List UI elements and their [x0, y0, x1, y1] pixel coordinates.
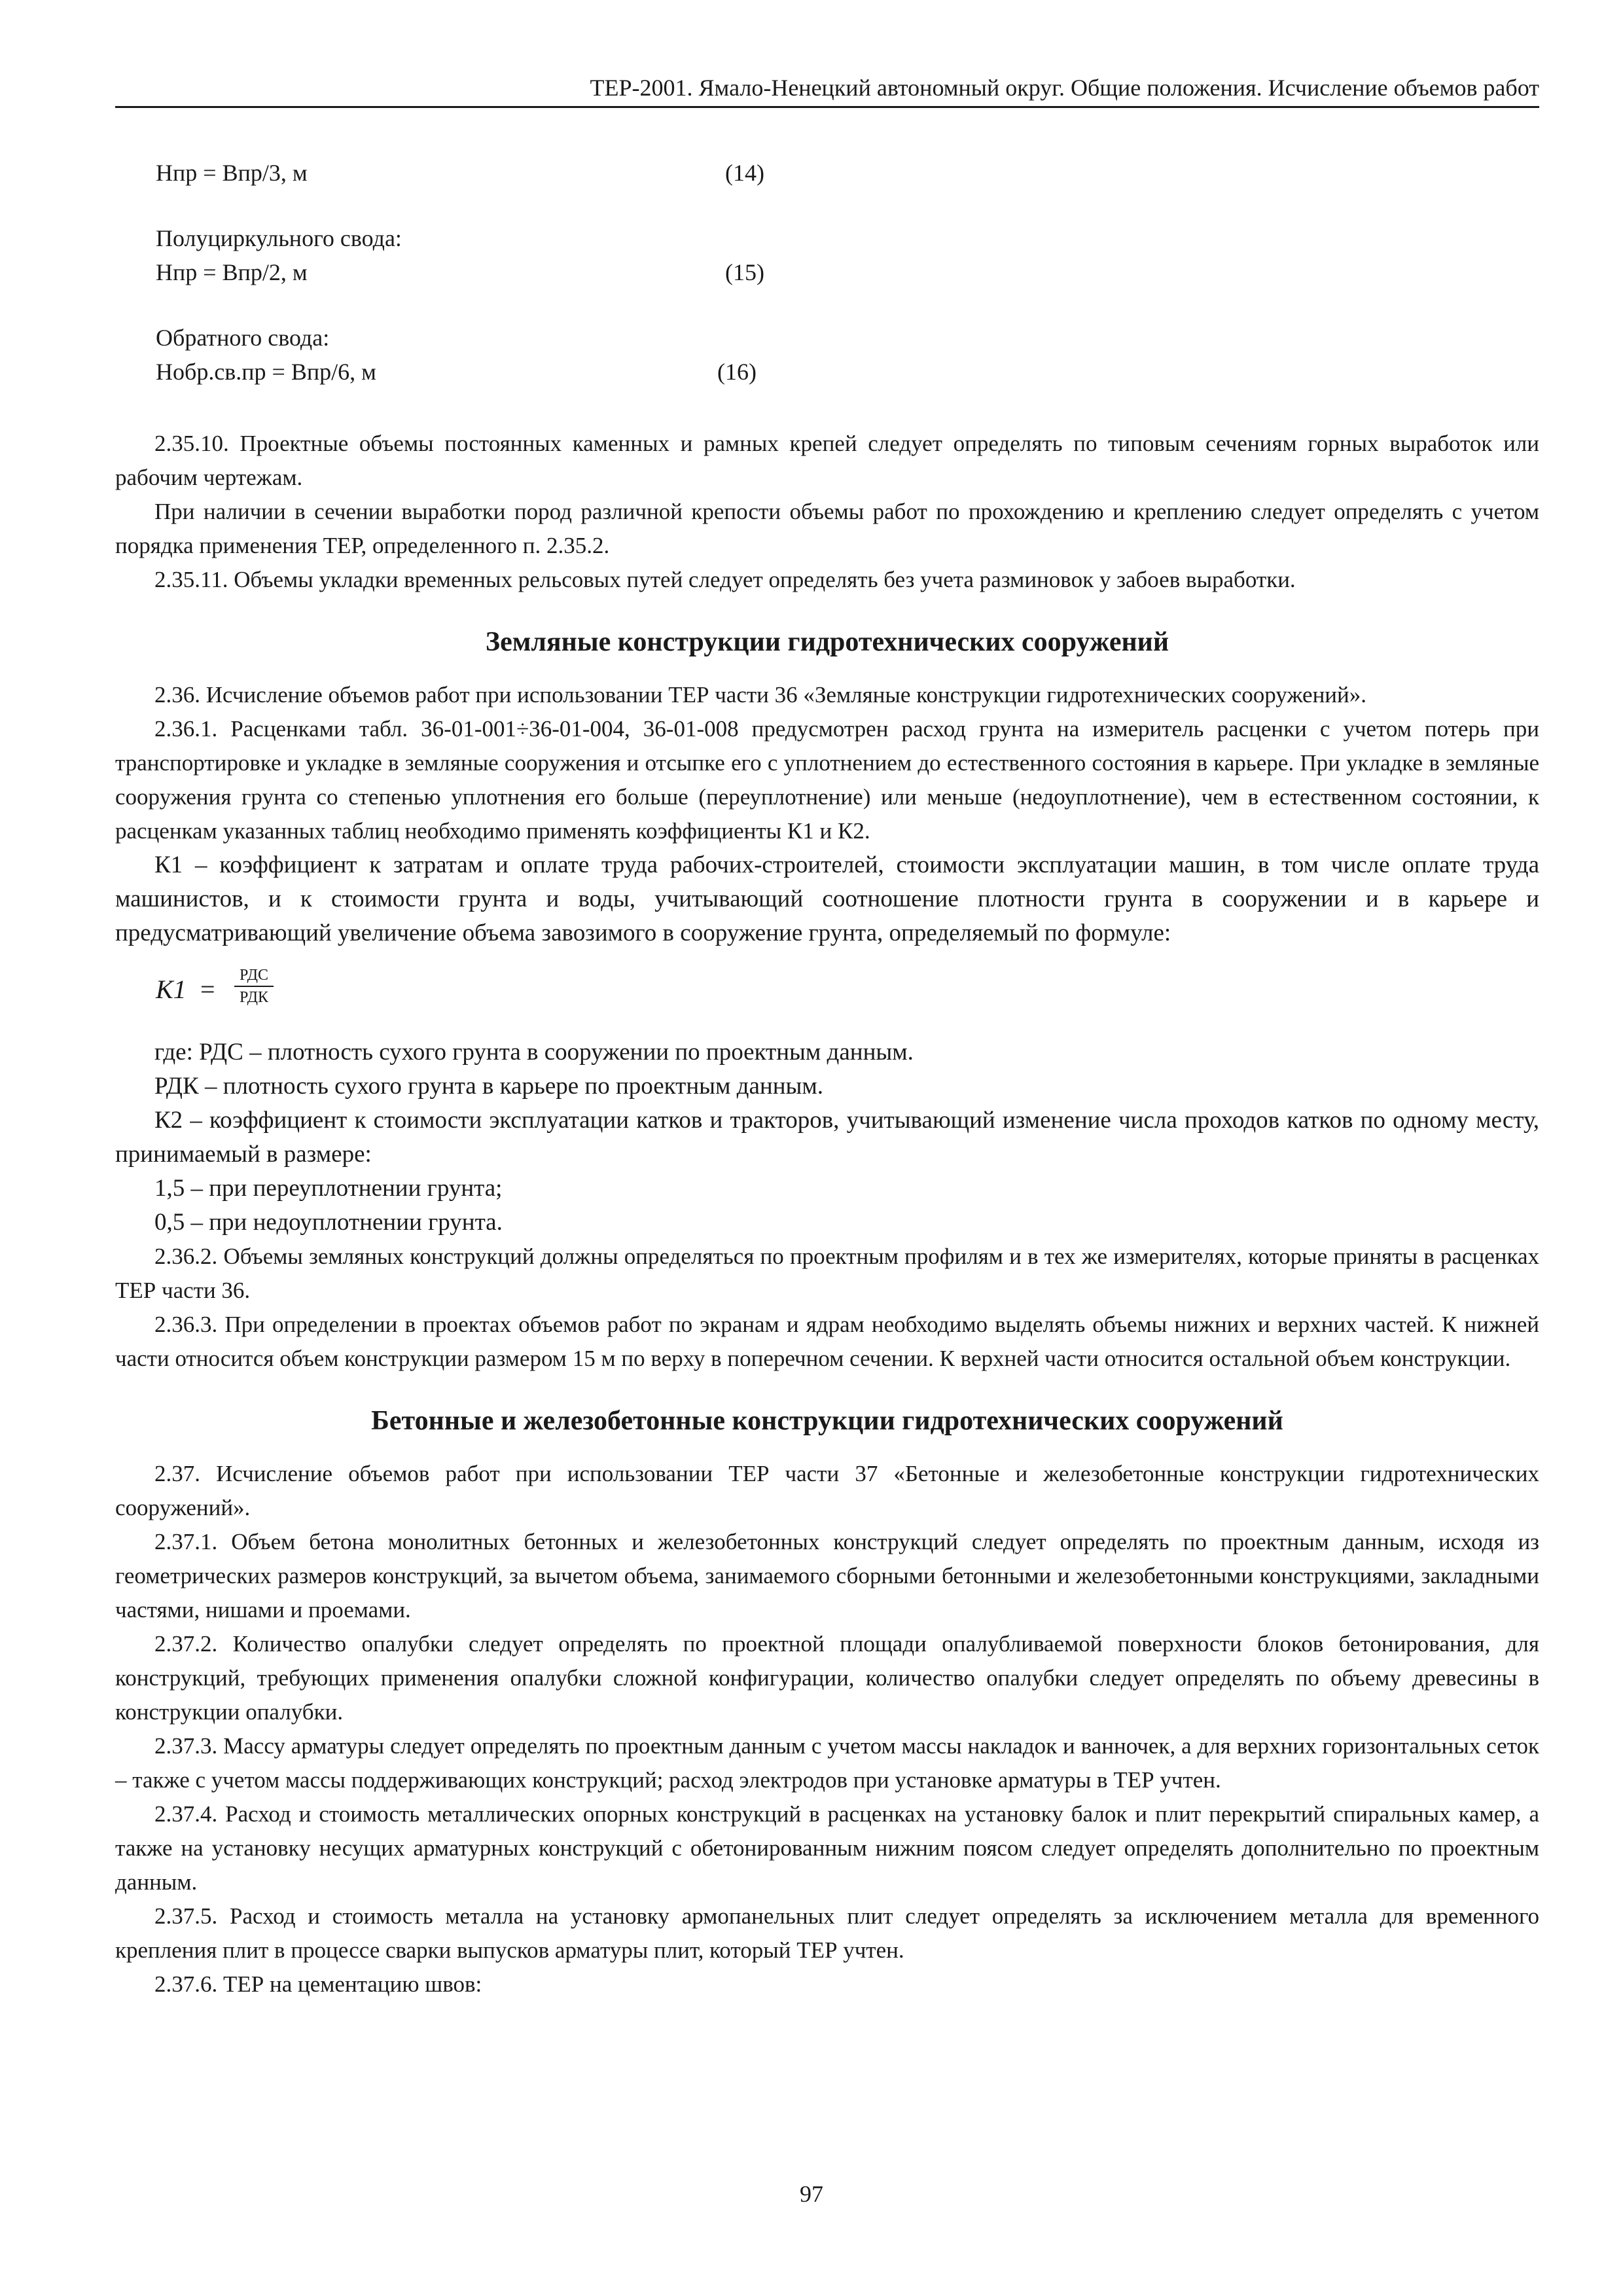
paragraph-k2: К2 – коэффициент к стоимости эксплуатации катков и тракторов, учитывающий изменение числа проходов катков по одному месту, принимаемый в размере:	[115, 1107, 1539, 1168]
paragraph-2-36-1: 2.36.1. Расценками табл. 36-01-001÷36-01-004, 36-01-008 предусмотрен расход грунта на измеритель расценки с учетом потерь при транспортировке и укладке в земляные сооружения и отсыпке его с уплотнением до естественного состояния в карьере. При укладке в земляные сооружения грунта со степенью уплотнения его больше (переуплотнение) или меньше (недоуплотнение), чем в естественном состоянии, к расценкам указанных таблиц необходимо применять коэффициенты К1 и К2.	[115, 716, 1539, 844]
paragraph-k2-over: 1,5 – при переуплотнении грунта;	[154, 1175, 503, 1202]
paragraph-rds: где: РДС – плотность сухого грунта в сооружении по проектным данным.	[154, 1039, 914, 1066]
formula-14-text: Нпр = Впр/3, м	[156, 160, 308, 186]
header-rule	[115, 106, 1539, 108]
formula-16-number: (16)	[717, 359, 757, 385]
main-content	[115, 427, 1539, 2001]
formula-15-text: Нпр = Впр/2, м	[156, 259, 308, 285]
paragraph-2-36-2: 2.36.2. Объемы земляных конструкций должны определяться по проектным профилям и в тех же измерителях, которые приняты в расценках ТЕР части 36.	[115, 1244, 1539, 1303]
reverse-label: Обратного свода:	[156, 325, 330, 351]
paragraph-2-36: 2.36. Исчисление объемов работ при использовании ТЕР части 36 «Земляные конструкции гидротехнических сооружений».	[154, 682, 1367, 708]
formula-k1-denominator: РДК	[240, 989, 268, 1006]
formula-15-number: (15)	[725, 259, 764, 285]
paragraph-2-37: 2.37. Исчисление объемов работ при использовании ТЕР части 37 «Бетонные и железобетонные конструкции гидротехнических сооружений».	[115, 1461, 1539, 1520]
formula-k1-fraction	[234, 966, 274, 1007]
paragraph-2-37-2: 2.37.2. Количество опалубки следует определять по проектной площади опалубливаемой поверхности блоков бетонирования, для конструкций, требующих применения опалубки сложной конфигурации, количество опалубки следует определять по объему древесины в конструкции опалубки.	[115, 1631, 1539, 1725]
formula-16	[115, 355, 1539, 389]
formula-k1-eq: =	[200, 975, 215, 1004]
formula-14-number: (14)	[725, 160, 764, 186]
paragraph-2-37-4: 2.37.4. Расход и стоимость металлических опорных конструкций в расценках на установку балок и плит перекрытий спиральных камер, а также на установку несущих арматурных конструкций с обетонированным нижним поясом следует определять дополнительно по проектным данным.	[115, 1801, 1539, 1895]
paragraph-rocks: При наличии в сечении выработки пород различной крепости объемы работ по прохождению и креплению следует определять с учетом порядка применения ТЕР, определенного п. 2.35.2.	[115, 499, 1539, 558]
paragraph-2-37-3: 2.37.3. Массу арматуры следует определять по проектным данным с учетом массы накладок и ванночек, а для верхних горизонтальных сеток – также с учетом массы поддерживающих конструкций; расход электродов при установке арматуры в ТЕР учтен.	[115, 1733, 1539, 1793]
formula-k1-numerator: РДС	[234, 966, 274, 987]
paragraph-k2-under: 0,5 – при недоуплотнении грунта.	[154, 1209, 503, 1236]
formula-16-text: Нобр.св.пр = Впр/6, м	[156, 359, 376, 385]
formulas-top	[115, 156, 1539, 389]
heading-concrete-structures: Бетонные и железобетонные конструкции гидротехнических сооружений	[371, 1406, 1283, 1436]
formula-k1-lhs: K1	[156, 975, 187, 1004]
paragraph-2-37-1: 2.37.1. Объем бетона монолитных бетонных и железобетонных конструкций следует определять по проектным данным, исходя из геометрических размеров конструкций, за вычетом объема, занимаемого сборными бетонными и железобетонными конструкциями, закладными частями, нишами и проемами.	[115, 1529, 1539, 1623]
paragraph-2-35-10: 2.35.10. Проектные объемы постоянных каменных и рамных крепей следует определять по типовым сечениям горных выработок или рабочим чертежам.	[115, 431, 1539, 490]
paragraph-2-35-11: 2.35.11. Объемы укладки временных рельсовых путей следует определять без учета разминовок у забоев выработки.	[154, 567, 1296, 592]
formula-14	[115, 156, 1539, 190]
formula-15	[115, 255, 1539, 289]
paragraph-2-37-5: 2.37.5. Расход и стоимость металла на установку армопанельных плит следует определять за исключением металла для временного крепления плит в процессе сварки выпусков арматуры плит, который ТЕР учтен.	[115, 1903, 1539, 1963]
running-header: ТЕР-2001. Ямало-Ненецкий автономный округ. Общие положения. Исчисление объемов работ	[590, 75, 1539, 101]
page-number: 97	[800, 2181, 823, 2207]
semicircular-label: Полуциркульного свода:	[156, 225, 402, 251]
paragraph-k1: К1 – коэффициент к затратам и оплате труда рабочих-строителей, стоимости эксплуатации машин, в том числе оплате труда машинистов, и к стоимости грунта и воды, учитывающий соотношение плотности грунта в сооружении и в карьере и предусматривающий увеличение объема завозимого в сооружение грунта, определяемый по формуле:	[115, 852, 1539, 946]
paragraph-rdk: РДК – плотность сухого грунта в карьере по проектным данным.	[154, 1073, 824, 1100]
formula-k1	[115, 950, 1539, 1035]
heading-earth-structures: Земляные конструкции гидротехнических сооружений	[485, 627, 1169, 657]
paragraph-2-36-3: 2.36.3. При определении в проектах объемов работ по экранам и ядрам необходимо выделять объемы нижних и верхних частей. К нижней части относится объем конструкции размером 15 м по верху в поперечном сечении. К верхней части относится остальной объем конструкции.	[115, 1312, 1539, 1371]
paragraph-2-37-6: 2.37.6. ТЕР на цементацию швов:	[154, 1971, 482, 1997]
